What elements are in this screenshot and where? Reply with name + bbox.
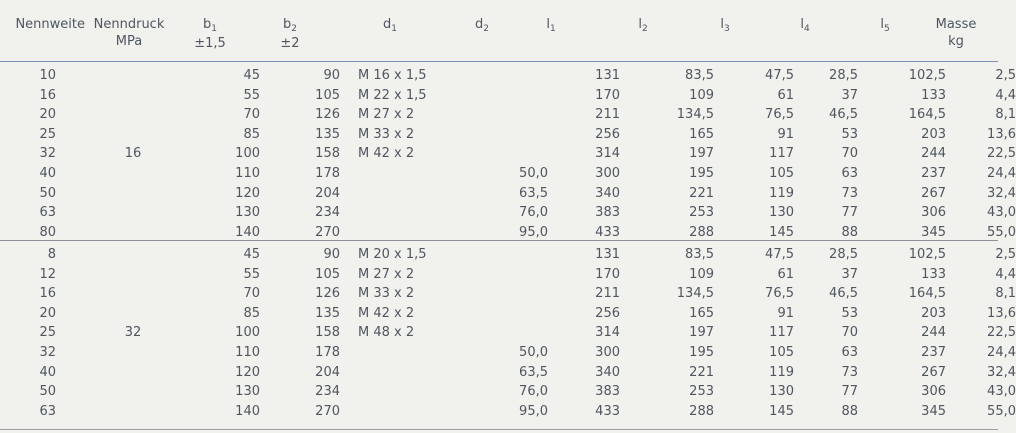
cell-l3: 91 [777,305,794,321]
cell-masse: 32,4 [987,185,1016,201]
header-d2-main: d [475,17,484,32]
cell-b2: 105 [315,87,340,103]
cell-l1: 383 [595,384,620,400]
cell-b1: 140 [235,403,260,419]
cell-l4: 37 [841,266,858,282]
cell-l4: 53 [841,305,858,321]
cell-nennweite: 20 [39,107,56,123]
cell-nennweite: 16 [39,286,56,302]
cell-d1: M 27 x 2 [358,107,415,123]
cell-l2: 109 [689,266,714,282]
header-d1-main: d [383,17,392,32]
cell-b1: 110 [235,345,260,360]
cell-b1: 130 [235,205,260,221]
table-bottom-divider [0,429,998,430]
cell-b1: 85 [243,305,260,321]
cell-l1: 383 [595,205,620,221]
cell-l2: 83,5 [685,247,714,262]
cell-masse: 4,4 [995,87,1016,103]
cell-d2: 76,0 [519,384,548,400]
cell-d1: M 33 x 2 [358,126,415,142]
cell-b1: 110 [235,166,260,181]
cell-masse: 55,0 [987,224,1016,240]
cell-nennweite: 25 [39,126,56,142]
cell-l2: 288 [689,224,714,240]
cell-l4: 70 [841,146,858,162]
header-nennweite-label: Nennweite [15,17,85,32]
cell-l4: 53 [841,126,858,142]
header-masse [926,16,986,50]
header-l1-sub: 1 [549,24,556,34]
cell-l2: 134,5 [676,107,714,123]
header-b1 [180,16,240,52]
cell-l3: 119 [769,185,794,201]
cell-masse: 13,6 [987,126,1016,142]
cell-l2: 134,5 [676,286,714,302]
cell-masse: 2,5 [995,247,1016,262]
cell-l5: 102,5 [908,68,946,83]
header-nenndruck-line2: MPa [115,34,143,49]
cell-b1: 130 [235,384,260,400]
cell-nennweite: 20 [39,305,56,321]
cell-b2: 90 [323,247,340,262]
header-divider [0,61,998,62]
pressure-value: 16 [124,146,142,162]
cell-l5: 345 [921,224,946,240]
cell-l5: 345 [921,403,946,419]
cell-l2: 197 [689,325,714,341]
cell-l3: 61 [777,87,794,103]
cell-l4: 28,5 [829,68,858,83]
header-b2 [260,16,320,52]
cell-l3: 130 [769,205,794,221]
cell-l4: 63 [841,166,858,181]
header-masse-line2: kg [948,34,964,49]
cell-masse: 32,4 [987,364,1016,380]
header-d1-sub: 1 [391,24,397,34]
cell-d1: M 48 x 2 [358,325,415,341]
cell-l1: 340 [595,185,620,201]
cell-l4: 77 [841,384,858,400]
cell-b2: 126 [315,286,340,302]
cell-l2: 221 [689,364,714,380]
cell-b2: 158 [315,146,340,162]
cell-nennweite: 50 [39,185,56,201]
header-l5-sub: 5 [883,24,890,34]
cell-nennweite: 40 [39,364,56,380]
cell-b1: 45 [243,247,260,262]
cell-l3: 105 [769,166,794,181]
cell-b2: 270 [315,403,340,419]
cell-d1: M 42 x 2 [358,305,415,321]
header-masse-line1: Masse [935,17,977,32]
cell-b2: 90 [323,68,340,83]
cell-d1: M 33 x 2 [358,286,415,302]
cell-b2: 178 [315,345,340,360]
cell-d2: 50,0 [519,166,548,181]
cell-l5: 133 [921,266,946,282]
cell-l2: 109 [689,87,714,103]
cell-l4: 73 [841,364,858,380]
cell-l4: 73 [841,185,858,201]
header-l1-main: l [546,17,550,32]
cell-l5: 237 [921,166,946,181]
cell-b2: 178 [315,166,340,181]
cell-d1: M 22 x 1,5 [358,87,427,103]
cell-d2: 76,0 [519,205,548,221]
cell-l5: 244 [921,325,946,341]
cell-l2: 253 [689,205,714,221]
cell-l4: 37 [841,87,858,103]
cell-l2: 221 [689,185,714,201]
cell-b2: 270 [315,224,340,240]
cell-l1: 314 [595,325,620,341]
cell-l3: 76,5 [765,286,794,302]
cell-l4: 88 [841,403,858,419]
cell-l5: 203 [921,305,946,321]
cell-nennweite: 16 [39,87,56,103]
cell-masse: 24,4 [987,166,1016,181]
cell-l2: 288 [689,403,714,419]
cell-b1: 100 [235,325,260,341]
cell-b2: 135 [315,305,340,321]
cell-nennweite: 63 [39,403,56,419]
cell-masse: 22,5 [987,325,1016,341]
cell-b1: 70 [243,107,260,123]
cell-b2: 234 [315,205,340,221]
cell-l3: 61 [777,266,794,282]
cell-nennweite: 8 [47,247,56,262]
cell-l3: 47,5 [765,247,794,262]
cell-b1: 55 [243,266,260,282]
cell-l1: 211 [595,107,620,123]
cell-nennweite: 32 [39,345,56,360]
header-nennweite [0,16,85,33]
header-l4-sub: 4 [803,24,810,34]
cell-masse: 13,6 [987,305,1016,321]
header-b1-main: b [203,17,212,32]
cell-d1: M 42 x 2 [358,146,415,162]
header-b1-tolerance: ±1,5 [194,36,226,51]
cell-l4: 70 [841,325,858,341]
cell-masse: 55,0 [987,403,1016,419]
cell-b1: 70 [243,286,260,302]
header-l3-main: l [720,17,724,32]
cell-b2: 234 [315,384,340,400]
cell-d2: 63,5 [519,364,548,380]
cell-l5: 133 [921,87,946,103]
header-l1 [526,16,576,35]
cell-d2: 50,0 [519,345,548,360]
cell-l5: 237 [921,345,946,360]
cell-l1: 340 [595,364,620,380]
header-b1-sub: 1 [211,24,217,34]
cell-l2: 197 [689,146,714,162]
cell-l4: 77 [841,205,858,221]
cell-l5: 244 [921,146,946,162]
cell-b1: 85 [243,126,260,142]
cell-nennweite: 25 [39,325,56,341]
cell-b2: 135 [315,126,340,142]
cell-masse: 22,5 [987,146,1016,162]
cell-l5: 267 [921,185,946,201]
cell-l1: 211 [595,286,620,302]
header-l4 [780,16,830,35]
cell-b1: 120 [235,185,260,201]
cell-masse: 8,1 [995,107,1016,123]
cell-b1: 140 [235,224,260,240]
cell-l1: 314 [595,146,620,162]
cell-l3: 76,5 [765,107,794,123]
cell-l5: 164,5 [908,286,946,302]
header-d2-sub: 2 [483,24,489,34]
cell-d1: M 27 x 2 [358,266,415,282]
cell-l2: 195 [689,166,714,181]
cell-d2: 63,5 [519,185,548,201]
cell-b2: 204 [315,364,340,380]
cell-l3: 105 [769,345,794,360]
cell-nennweite: 80 [39,224,56,240]
cell-b2: 204 [315,185,340,201]
cell-l3: 117 [769,146,794,162]
cell-l5: 164,5 [908,107,946,123]
cell-masse: 4,4 [995,266,1016,282]
cell-masse: 8,1 [995,286,1016,302]
cell-l2: 195 [689,345,714,360]
cell-l1: 433 [595,224,620,240]
cell-l5: 102,5 [908,247,946,262]
header-d1 [360,16,420,35]
cell-l1: 433 [595,403,620,419]
cell-nennweite: 10 [39,68,56,83]
cell-l2: 165 [689,126,714,142]
cell-l3: 117 [769,325,794,341]
cell-l2: 83,5 [685,68,714,83]
cell-l4: 28,5 [829,247,858,262]
cell-nennweite: 40 [39,166,56,181]
header-l5 [860,16,910,35]
header-l2-sub: 2 [641,24,648,34]
header-d2 [452,16,512,35]
header-l2 [618,16,668,35]
cell-l1: 131 [595,247,620,262]
header-l5-main: l [880,17,884,32]
cell-d1: M 20 x 1,5 [358,247,427,262]
cell-b2: 126 [315,107,340,123]
cell-nennweite: 32 [39,146,56,162]
header-nenndruck-line1: Nenndruck [93,17,165,32]
header-l2-main: l [638,17,642,32]
cell-d1: M 16 x 1,5 [358,68,427,83]
cell-l4: 46,5 [829,107,858,123]
header-nenndruck [88,16,170,50]
cell-l3: 91 [777,126,794,142]
cell-l5: 203 [921,126,946,142]
cell-l1: 300 [595,345,620,360]
cell-l1: 256 [595,126,620,142]
cell-nennweite: 50 [39,384,56,400]
cell-l5: 306 [921,384,946,400]
header-l3-sub: 3 [723,24,730,34]
cell-masse: 43,0 [987,205,1016,221]
cell-l5: 267 [921,364,946,380]
cell-l1: 300 [595,166,620,181]
cell-l1: 170 [595,266,620,282]
header-l3 [700,16,750,35]
cell-masse: 43,0 [987,384,1016,400]
cell-l1: 131 [595,68,620,83]
cell-l1: 256 [595,305,620,321]
cell-nennweite: 12 [39,266,56,282]
cell-l4: 63 [841,345,858,360]
cell-b2: 158 [315,325,340,341]
cell-l1: 170 [595,87,620,103]
cell-b2: 105 [315,266,340,282]
cell-l3: 130 [769,384,794,400]
pressure-value: 32 [124,325,142,341]
cell-b1: 55 [243,87,260,103]
cell-b1: 120 [235,364,260,380]
cell-l2: 165 [689,305,714,321]
header-b2-sub: 2 [291,24,297,34]
header-l4-main: l [800,17,804,32]
cell-l5: 306 [921,205,946,221]
cell-b1: 100 [235,146,260,162]
cell-d2: 95,0 [519,224,548,240]
cell-nennweite: 63 [39,205,56,221]
cell-l3: 47,5 [765,68,794,83]
cell-l2: 253 [689,384,714,400]
cell-masse: 24,4 [987,345,1016,360]
cell-l4: 88 [841,224,858,240]
cell-l4: 46,5 [829,286,858,302]
cell-d2: 95,0 [519,403,548,419]
header-b2-tolerance: ±2 [280,36,300,51]
cell-l3: 145 [769,224,794,240]
cell-l3: 119 [769,364,794,380]
cell-l3: 145 [769,403,794,419]
cell-masse: 2,5 [995,68,1016,83]
cell-b1: 45 [243,68,260,83]
header-b2-main: b [283,17,292,32]
